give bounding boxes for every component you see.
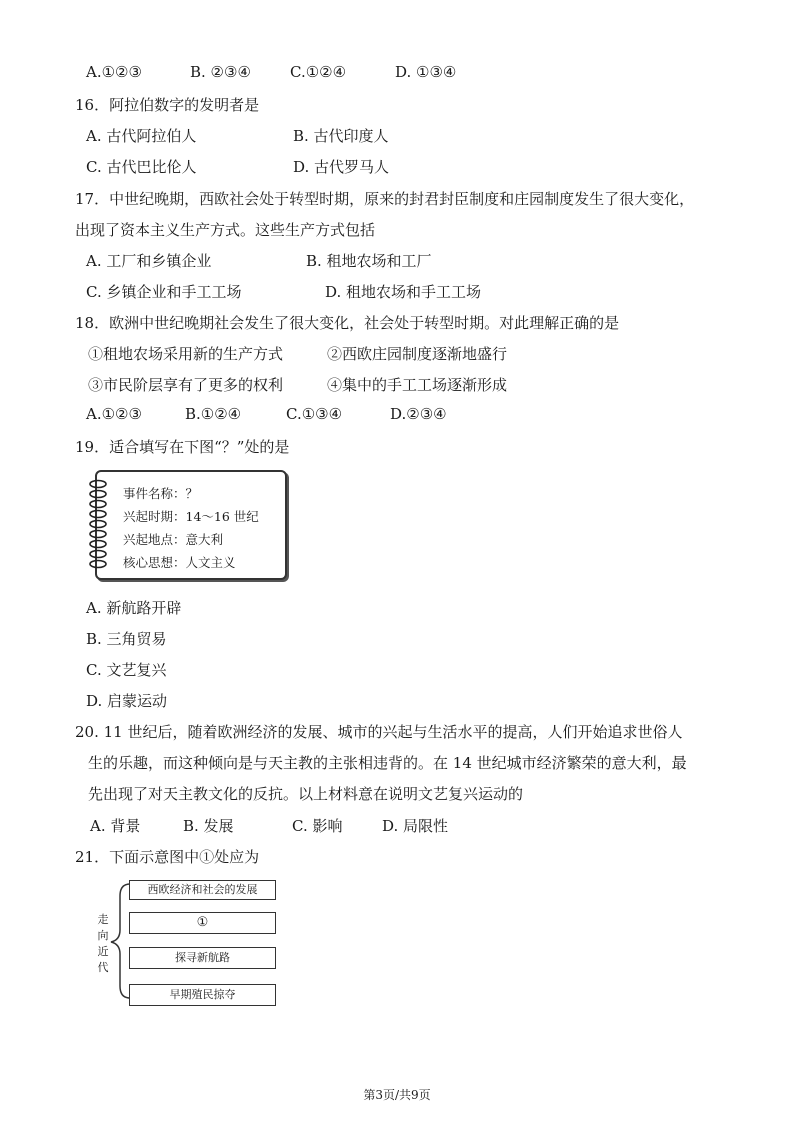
q19-option-c: C. 文艺复兴 xyxy=(86,661,167,679)
q19-option-d: D. 启蒙运动 xyxy=(86,692,168,710)
spiral-binding-icon xyxy=(87,478,109,572)
q21-side-label: 走 向 近 代 xyxy=(97,913,109,974)
q18-statement-2: ②西欧庄园制度逐渐地盛行 xyxy=(327,345,508,363)
q15-option-d: D. ①③④ xyxy=(395,63,457,81)
q20-stem-line2: 生的乐趣，而这种倾向是与天主教的主张相违背的。在 14 世纪城市经济繁荣的意大利，最 xyxy=(88,754,687,772)
q19-card-event-name: 事件名称：？ xyxy=(123,486,199,501)
q17-option-a: A. 工厂和乡镇企业 xyxy=(86,252,212,270)
q20-option-c: C. 影响 xyxy=(292,817,343,835)
page-footer: 第3页/共9页 xyxy=(363,1088,431,1102)
q16-option-d: D. 古代罗马人 xyxy=(293,158,390,176)
q17-option-d: D. 租地农场和手工工场 xyxy=(325,283,482,301)
q18-statement-3: ③市民阶层享有了更多的权利 xyxy=(88,376,284,394)
q20-option-a: A. 背景 xyxy=(90,817,141,835)
q16-option-c: C. 古代巴比伦人 xyxy=(86,158,197,176)
q20-stem-line1: 20. 11 世纪后，随着欧洲经济的发展、城市的兴起与生活水平的提高，人们开始追求世俗人 xyxy=(75,723,683,741)
q18-statement-4: ④集中的手工工场逐渐形成 xyxy=(327,376,508,394)
q21-box-colonial: 早期殖民掠夺 xyxy=(129,984,276,1006)
q19-option-a: A. 新航路开辟 xyxy=(86,599,182,617)
q19-stem: 19．适合填写在下图“？”处的是 xyxy=(75,438,290,456)
q15-option-b: B. ②③④ xyxy=(190,63,251,81)
q21-box-blank: ① xyxy=(129,912,276,934)
q16-stem: 16．阿拉伯数字的发明者是 xyxy=(75,96,260,114)
q21-box-economy: 西欧经济和社会的发展 xyxy=(129,880,276,900)
q21-box-new-routes: 探寻新航路 xyxy=(129,947,276,969)
q16-option-b: B. 古代印度人 xyxy=(293,127,389,145)
q18-option-c: C.①③④ xyxy=(286,405,343,423)
q17-stem-line1: 17．中世纪晚期，西欧社会处于转型时期，原来的封君封臣制度和庄园制度发生了很大变化， xyxy=(75,190,695,208)
q17-option-b: B. 租地农场和工厂 xyxy=(306,252,432,270)
q15-option-a: A.①②③ xyxy=(86,63,142,81)
q19-card-place: 兴起地点：意大利 xyxy=(123,532,224,547)
q19-notebook-card xyxy=(95,470,287,580)
q20-option-b: B. 发展 xyxy=(183,817,234,835)
q18-option-b: B.①②④ xyxy=(185,405,242,423)
q20-stem-line3: 先出现了对天主教文化的反抗。以上材料意在说明文艺复兴运动的 xyxy=(88,785,524,803)
q17-option-c: C. 乡镇企业和手工工场 xyxy=(86,283,242,301)
q19-card-core-idea: 核心思想：人文主义 xyxy=(123,555,236,570)
q16-option-a: A. 古代阿拉伯人 xyxy=(86,127,197,145)
q21-stem: 21．下面示意图中①处应为 xyxy=(75,848,260,866)
q20-option-d: D. 局限性 xyxy=(382,817,449,835)
q18-option-a: A.①②③ xyxy=(86,405,142,423)
q19-card-period: 兴起时期：14～16 世纪 xyxy=(123,509,259,524)
q18-option-d: D.②③④ xyxy=(390,405,447,423)
q15-option-c: C.①②④ xyxy=(290,63,347,81)
q18-stem: 18．欧洲中世纪晚期社会发生了很大变化，社会处于转型时期。对此理解正确的是 xyxy=(75,314,620,332)
q18-statement-1: ①租地农场采用新的生产方式 xyxy=(88,345,284,363)
q17-stem-line2: 出现了资本主义生产方式。这些生产方式包括 xyxy=(75,221,376,239)
q19-option-b: B. 三角贸易 xyxy=(86,630,167,648)
